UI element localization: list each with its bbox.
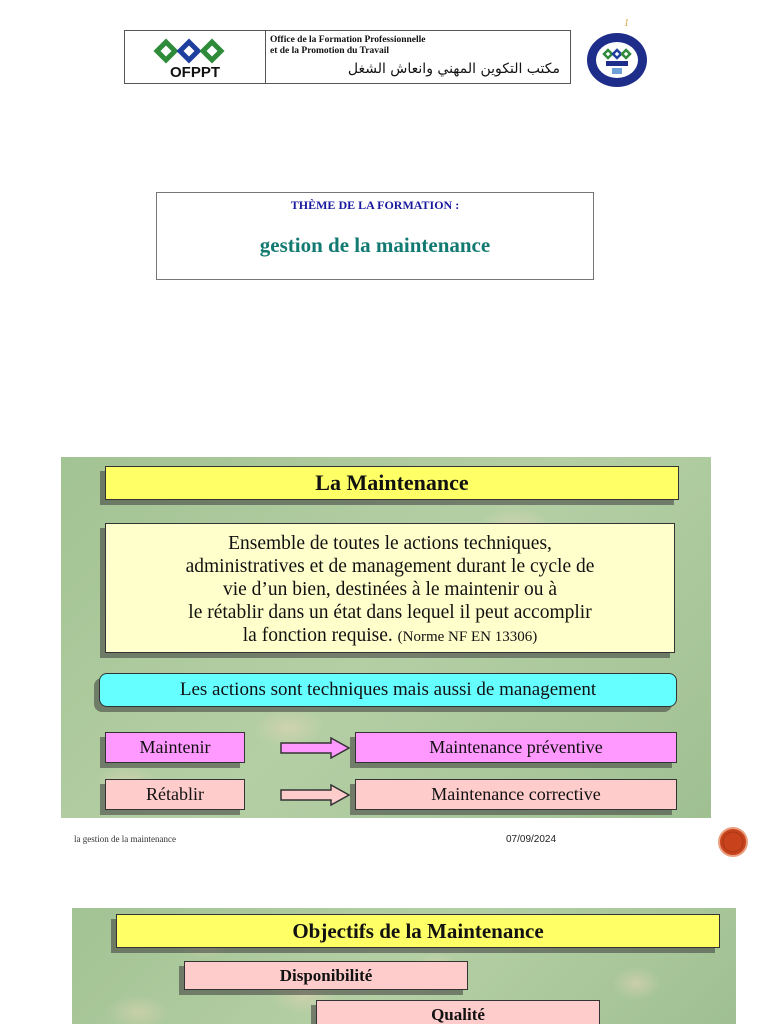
org-line-1: Office de la Formation Professionnelle	[270, 35, 426, 45]
definition-line: Ensemble de toutes le actions techniques,	[228, 533, 552, 554]
arrow-right-icon	[279, 737, 351, 759]
logo-text: OFPPT	[169, 64, 220, 81]
definition-line: la fonction requise.	[242, 625, 393, 646]
definition-line: administratives et de management durant le cycle de	[185, 556, 595, 577]
slide2-title	[116, 914, 720, 948]
maintenir-box	[105, 732, 245, 763]
page-number: 1	[624, 18, 629, 29]
theme-label: THÈME DE LA FORMATION :	[290, 198, 460, 212]
actions-bar	[99, 673, 677, 707]
header-banner	[124, 30, 571, 84]
ofppt-logo-icon	[153, 38, 229, 64]
maintenance-preventive-label: Maintenance préventive	[429, 737, 603, 757]
ofppt-badge-icon	[586, 32, 648, 88]
retablir-label: Rétablir	[146, 784, 204, 804]
norm-reference: (Norme NF EN 13306)	[397, 629, 538, 645]
objective-disponibilite: Disponibilité	[279, 966, 373, 985]
retablir-box	[105, 779, 245, 810]
objective-item	[316, 1000, 600, 1024]
definition-line: vie d’un bien, destinées à le maintenir ou à	[222, 579, 558, 600]
maintenance-corrective-box	[355, 779, 677, 810]
objective-qualite: Qualité	[431, 1005, 485, 1024]
org-line-2: et de la Promotion du Travail	[270, 46, 390, 56]
maintenir-label: Maintenir	[139, 737, 211, 757]
ofppt-logo	[125, 31, 266, 83]
maintenance-corrective-label: Maintenance corrective	[431, 784, 601, 804]
definition-line: le rétablir dans un état dans lequel il peut accomplir	[188, 602, 592, 623]
maintenance-preventive-box	[355, 732, 677, 763]
actions-text: Les actions sont techniques mais aussi de management	[179, 679, 597, 700]
footer-title: la gestion de la maintenance	[74, 834, 176, 844]
slide-title	[105, 466, 679, 500]
theme-value: gestion de la maintenance	[259, 233, 491, 257]
org-name-fr	[270, 35, 426, 57]
definition-box	[105, 523, 675, 653]
objective-item	[184, 961, 468, 990]
footer-date: 07/09/2024	[506, 834, 557, 845]
orange-circle-icon	[717, 826, 749, 858]
slide-title-text: La Maintenance	[315, 470, 469, 495]
theme-box	[156, 192, 594, 280]
org-name-ar: مكتب التكوين المهني وانعاش الشغل	[347, 61, 560, 77]
slide-la-maintenance	[61, 457, 711, 818]
arrow-right-icon	[279, 784, 351, 806]
definition-line-last	[106, 624, 674, 649]
slide2-title-text: Objectifs de la Maintenance	[292, 919, 544, 943]
slide-objectifs	[72, 908, 736, 1024]
